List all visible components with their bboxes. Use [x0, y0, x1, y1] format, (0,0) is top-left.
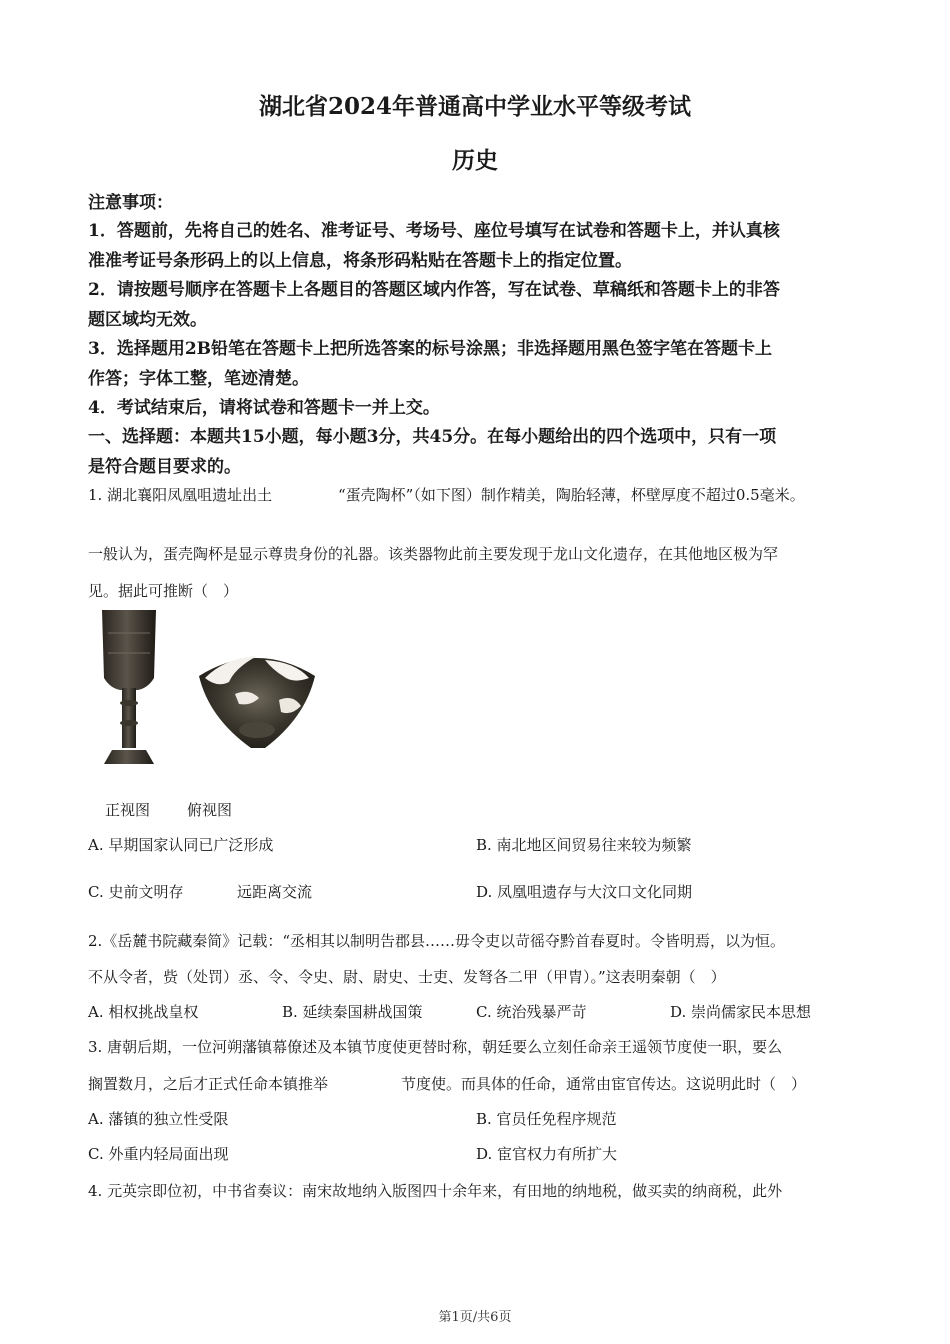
- notice-item-3-line-2: 作答；字体工整，笔迹清楚。: [88, 369, 309, 389]
- q3-stem-line-1: 3. 唐朝后期，一位河朔藩镇幕僚述及本镇节度使更替时称，朝廷要么立刻任命亲王遥领节度使一职，要么: [88, 1038, 783, 1056]
- q1-stem-line-3: 见。据此可推断（ ）: [88, 582, 239, 600]
- q2-option-a: A. 相权挑战皇权: [88, 1003, 199, 1021]
- q1-option-b: B. 南北地区间贸易往来较为频繁: [476, 836, 692, 854]
- notice-item-2-line-2: 题区域均无效。: [88, 310, 207, 330]
- notice-item-1-line-1: 1．答题前，先将自己的姓名、准考证号、考场号、座位号填写在试卷和答题卡上，并认真核: [88, 221, 780, 241]
- q2-option-b: B. 延续秦国耕战国策: [282, 1003, 423, 1021]
- q3-stem-line-2-part-2: 节度使。而具体的任命，通常由宦官传达。这说明此时（ ）: [401, 1075, 807, 1093]
- q1-option-c-part-2: 远距离交流: [237, 883, 313, 901]
- q3-option-c: C. 外重内轻局面出现: [88, 1145, 229, 1163]
- q3-option-d: D. 宦官权力有所扩大: [476, 1145, 618, 1163]
- notice-item-3-line-1: 3．选择题用2B铅笔在答题卡上把所选答案的标号涂黑；非选择题用黑色签字笔在答题卡上: [88, 339, 773, 359]
- q4-stem-line-1: 4. 元英宗即位初，中书省奏议：南宋故地纳入版图四十余年来，有田地的纳地税，做买卖的纳商税，此外: [88, 1182, 783, 1200]
- q2-option-d: D. 崇尚儒家民本思想: [670, 1003, 812, 1021]
- q1-stem-part-2: “蛋壳陶杯”（如下图）制作精美，陶胎轻薄，杯壁厚度不超过0.5毫米。: [338, 486, 805, 504]
- subject-title: 历史: [452, 147, 498, 174]
- q2-stem-line-1: 2.《岳麓书院藏秦简》记载：“丞相其以制明告郡县……毋令吏以苛徭夺黔首春夏时。令皆明焉，以为恒。: [88, 932, 785, 950]
- q1-option-c-part-1: C. 史前文明存: [88, 883, 184, 901]
- q3-option-b: B. 官员任免程序规范: [476, 1110, 617, 1128]
- q3-stem-line-2-part-1: 搁置数月，之后才正式任命本镇推举: [88, 1075, 329, 1093]
- section-heading-line-1: 一、选择题：本题共15小题，每小题3分，共45分。在每小题给出的四个选项中，只有一项: [88, 427, 777, 447]
- page-number: 第1页/共6页: [438, 1310, 512, 1325]
- q1-option-a: A. 早期国家认同已广泛形成: [88, 836, 274, 854]
- q1-stem-part-1: 1. 湖北襄阳凤凰咀遗址出土: [88, 486, 273, 504]
- q1-caption-top-view: 俯视图: [187, 801, 233, 819]
- notice-item-2-line-1: 2．请按题号顺序在答题卡上各题目的答题区域内作答，写在试卷、草稿纸和答题卡上的非答: [88, 280, 780, 300]
- eggshell-cup-top-view-image: [195, 648, 319, 760]
- notice-item-4: 4．考试结束后，请将试卷和答题卡一并上交。: [88, 398, 440, 418]
- eggshell-cup-front-view-image: [98, 608, 160, 768]
- exam-title: 湖北省2024年普通高中学业水平等级考试: [258, 93, 691, 120]
- q1-caption-front-view: 正视图: [105, 801, 151, 819]
- section-heading-line-2: 是符合题目要求的。: [88, 457, 241, 477]
- q2-option-c: C. 统治残暴严苛: [476, 1003, 587, 1021]
- q2-stem-line-2: 不从令者，赀（处罚）丞、令、令史、尉、尉史、士吏、发弩各二甲（甲胄）。”这表明秦朝（ ）: [88, 968, 726, 986]
- notice-item-1-line-2: 准准考证号条形码上的以上信息，将条形码粘贴在答题卡上的指定位置。: [88, 251, 632, 271]
- q1-stem-line-2: 一般认为，蛋壳陶杯是显示尊贵身份的礼器。该类器物此前主要发现于龙山文化遗存，在其他地区极为罕: [88, 545, 779, 563]
- notice-heading: 注意事项：: [88, 193, 173, 213]
- q1-option-d: D. 凤凰咀遗存与大汶口文化同期: [476, 883, 693, 901]
- q3-option-a: A. 藩镇的独立性受限: [88, 1110, 229, 1128]
